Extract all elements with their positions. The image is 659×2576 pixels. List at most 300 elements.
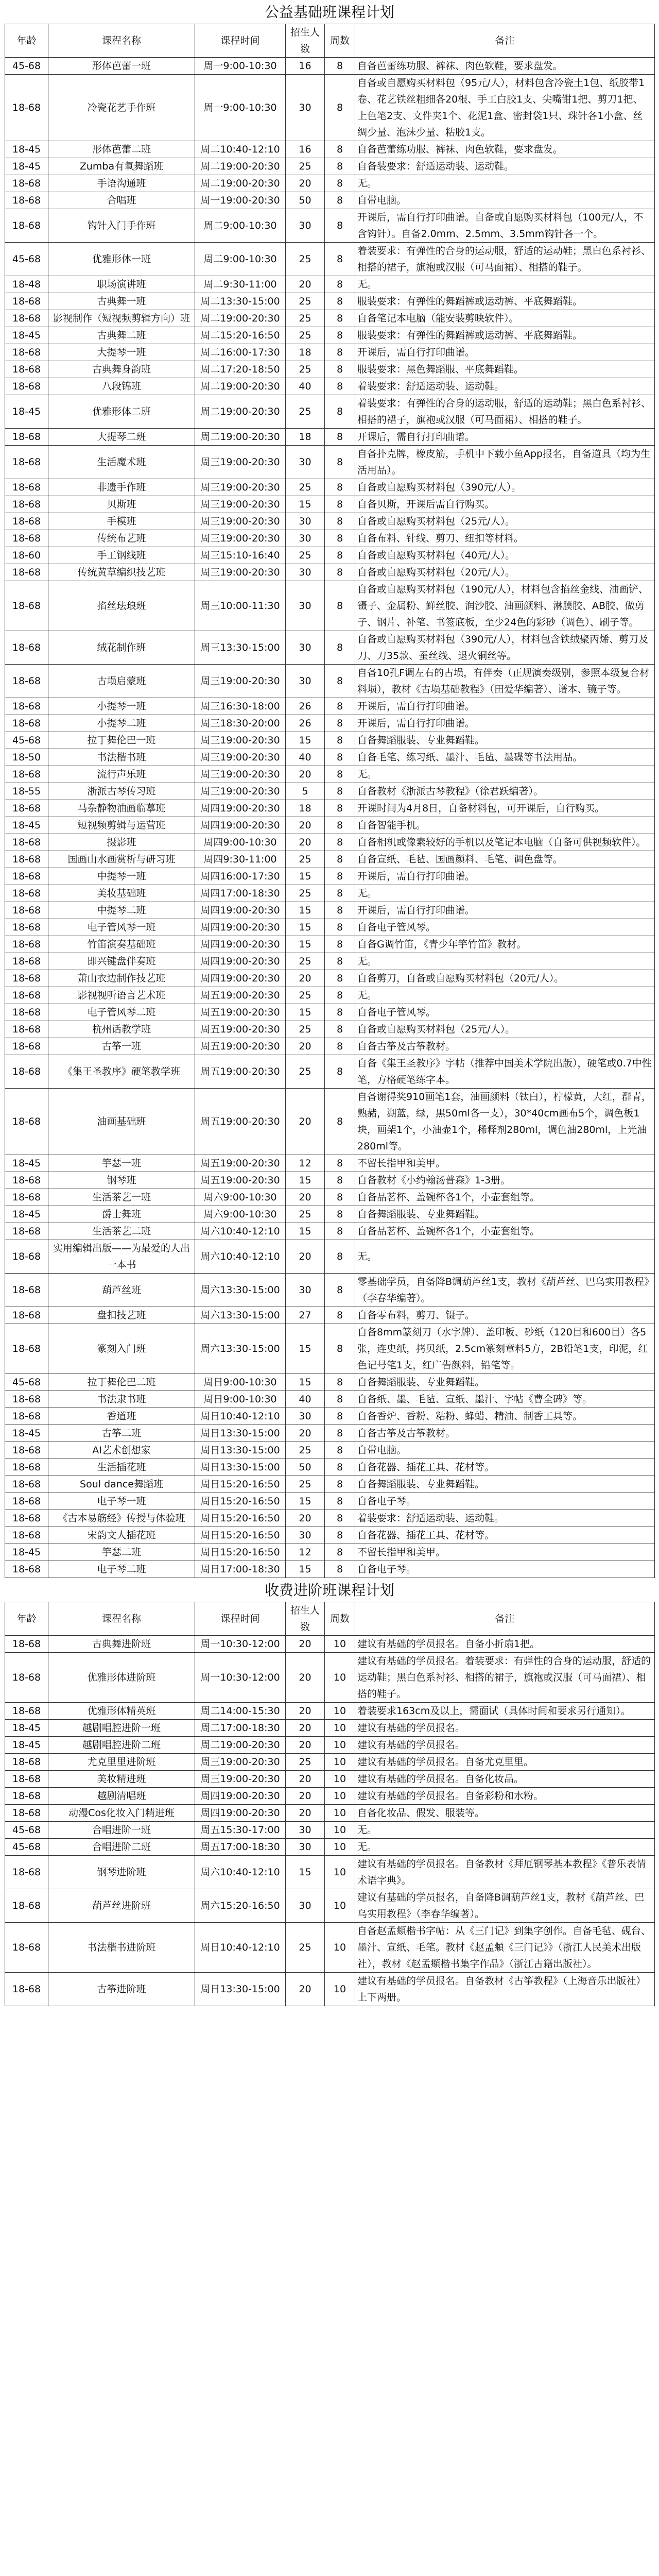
weeks-cell: 8	[325, 513, 355, 530]
age-cell: 18-68	[5, 970, 48, 987]
age-cell: 18-68	[5, 1805, 48, 1822]
course-name-cell: 中提琴一班	[48, 868, 195, 885]
weeks-cell: 8	[325, 1055, 355, 1089]
note-cell: 自备教材《小约翰汤普森》1-3册。	[355, 1172, 655, 1189]
weeks-cell: 8	[325, 919, 355, 936]
age-cell: 18-68	[5, 953, 48, 970]
note-cell: 无。	[355, 276, 655, 293]
table-row	[5, 1561, 655, 1578]
time-cell: 周二9:00-10:30	[195, 243, 286, 276]
course-name-cell: 小提琴二班	[48, 715, 195, 732]
course-name-cell: 钢琴班	[48, 1172, 195, 1189]
note-cell: 自备舞蹈服装、专业舞蹈鞋。	[355, 1206, 655, 1223]
table-row	[5, 75, 655, 141]
enrollment-cell: 15	[286, 1561, 325, 1578]
course-name-cell: 掐丝珐琅班	[48, 581, 195, 631]
table-row	[5, 885, 655, 902]
table-row	[5, 1324, 655, 1374]
table-row	[5, 1055, 655, 1089]
course-name-cell: 古典舞进阶班	[48, 1636, 195, 1653]
weeks-cell: 8	[325, 58, 355, 75]
weeks-cell: 8	[325, 987, 355, 1004]
enrollment-cell: 25	[286, 1442, 325, 1459]
time-cell: 周四19:00-20:30	[195, 919, 286, 936]
age-cell: 18-68	[5, 1172, 48, 1189]
table-row	[5, 327, 655, 344]
course-name-cell: 生活茶艺一班	[48, 1189, 195, 1206]
time-cell: 周三19:00-20:30	[195, 749, 286, 766]
table-row	[5, 192, 655, 209]
enrollment-cell: 25	[286, 953, 325, 970]
weeks-cell: 10	[325, 1788, 355, 1805]
enrollment-cell: 30	[286, 1822, 325, 1839]
weeks-cell: 10	[325, 1889, 355, 1923]
enrollment-cell: 20	[286, 1805, 325, 1822]
time-cell: 周日15:20-16:50	[195, 1527, 286, 1544]
note-cell: 自备或自愿购买材料包（190元/人），材料包含掐丝金线、油画铲、镊子、金属粉、鲜丝胶、润沙胶、油画颜料、淋膜胶、AB胶、做剪子、钢片、补笔、书签底板，至少24色的彩砂（调色）、刷子等。	[355, 581, 655, 631]
note-cell: 无。	[355, 953, 655, 970]
time-cell: 周三15:10-16:40	[195, 547, 286, 564]
weeks-cell: 8	[325, 1004, 355, 1021]
course-name-cell: 拉丁舞伦巴一班	[48, 732, 195, 749]
weeks-cell: 8	[325, 1442, 355, 1459]
age-cell: 18-45	[5, 1206, 48, 1223]
note-cell: 着装要求：舒适运动装、运动鞋。	[355, 378, 655, 395]
note-cell: 自备花器、插花工具、花材等。	[355, 1527, 655, 1544]
age-cell: 18-68	[5, 581, 48, 631]
table-row	[5, 834, 655, 851]
table-row	[5, 1408, 655, 1425]
course-name-cell: 葫芦丝班	[48, 1274, 195, 1307]
time-cell: 周三10:00-11:30	[195, 581, 286, 631]
table-row	[5, 1038, 655, 1055]
table-row	[5, 1493, 655, 1510]
table-row	[5, 530, 655, 547]
free-course-table	[5, 24, 655, 1578]
note-cell: 自备赵孟頫楷书字帖：从《三门记》到集字创作。自备毛毡、砚台、墨汁、宣纸、毛笔。教材《赵孟頫《三门记》》（浙江人民美术出版社），教材《赵孟頫楷书集字作品》（浙江古籍出版社）。	[355, 1923, 655, 1973]
enrollment-cell: 15	[286, 1324, 325, 1374]
course-name-cell: 形体芭蕾一班	[48, 58, 195, 75]
enrollment-cell: 30	[286, 1839, 325, 1856]
note-cell: 无。	[355, 1240, 655, 1274]
weeks-cell: 10	[325, 1856, 355, 1889]
enrollment-cell: 20	[286, 1510, 325, 1527]
age-cell: 18-45	[5, 327, 48, 344]
age-cell: 18-68	[5, 1274, 48, 1307]
age-cell: 18-68	[5, 851, 48, 868]
table-row	[5, 868, 655, 885]
time-cell: 周二19:00-20:30	[195, 158, 286, 175]
time-cell: 周二14:00-15:30	[195, 1703, 286, 1720]
age-cell: 18-68	[5, 209, 48, 243]
table-row	[5, 1754, 655, 1771]
table-row	[5, 1636, 655, 1653]
age-cell: 18-68	[5, 378, 48, 395]
table-row	[5, 1189, 655, 1206]
weeks-cell: 8	[325, 344, 355, 361]
column-header: 招生人数	[286, 24, 325, 58]
enrollment-cell: 20	[286, 1771, 325, 1788]
weeks-cell: 8	[325, 783, 355, 800]
age-cell: 18-68	[5, 1788, 48, 1805]
course-name-cell: 大提琴二班	[48, 429, 195, 446]
course-name-cell: 电子琴一班	[48, 1493, 195, 1510]
course-name-cell: Soul dance舞蹈班	[48, 1476, 195, 1493]
course-name-cell: AI艺术创想家	[48, 1442, 195, 1459]
age-cell: 18-68	[5, 1476, 48, 1493]
age-cell: 18-68	[5, 1510, 48, 1527]
note-cell: 建议有基础的学员报名。自备教材《古筝教程》（上海音乐出版社）上下两册。	[355, 1973, 655, 2006]
time-cell: 周三19:00-20:30	[195, 479, 286, 496]
time-cell: 周五19:00-20:30	[195, 987, 286, 1004]
note-cell: 自备布料、针线、剪刀、纽扣等材料。	[355, 530, 655, 547]
enrollment-cell: 20	[286, 1240, 325, 1274]
weeks-cell: 8	[325, 1172, 355, 1189]
course-name-cell: 书法楷书班	[48, 749, 195, 766]
age-cell: 18-68	[5, 1240, 48, 1274]
enrollment-cell: 15	[286, 1004, 325, 1021]
age-cell: 18-68	[5, 192, 48, 209]
enrollment-cell: 15	[286, 902, 325, 919]
note-cell: 自带电脑。	[355, 1442, 655, 1459]
note-cell: 自备宣纸、毛毡、国画颜料、毛笔、调色盘等。	[355, 851, 655, 868]
enrollment-cell: 15	[286, 868, 325, 885]
note-cell: 建议有基础的学员报名。自备尤克里里。	[355, 1754, 655, 1771]
note-cell: 自备或自愿购买材料包（95元/人），材料包含冷瓷土1包、纸胶带1卷、花艺铁丝粗细各20根、手工白胶1支、尖嘴钳1把、剪刀1把、上色笔2支、文件夹1个、花泥1盒、密封袋1只、珠针各1小盒、丝绸少量、泡沫少量、粘胶1支。	[355, 75, 655, 141]
enrollment-cell: 20	[286, 1703, 325, 1720]
column-header: 课程名称	[48, 24, 195, 58]
table-row	[5, 953, 655, 970]
column-header: 课程时间	[195, 24, 286, 58]
note-cell: 自备电子管风琴。	[355, 1004, 655, 1021]
course-name-cell: Zumba有氧舞蹈班	[48, 158, 195, 175]
time-cell: 周五15:30-17:00	[195, 1822, 286, 1839]
age-cell: 18-68	[5, 1653, 48, 1703]
time-cell: 周一10:30-12:00	[195, 1636, 286, 1653]
age-cell: 18-68	[5, 1754, 48, 1771]
note-cell: 自备毛笔、练习纸、墨汁、毛毡、墨碟等书法用品。	[355, 749, 655, 766]
course-name-cell: 美妆基础班	[48, 885, 195, 902]
enrollment-cell: 30	[286, 530, 325, 547]
note-cell: 着装要求：舒适运动装、运动鞋。	[355, 1510, 655, 1527]
note-cell: 无。	[355, 766, 655, 783]
time-cell: 周三19:00-20:30	[195, 496, 286, 513]
time-cell: 周五19:00-20:30	[195, 1055, 286, 1089]
table-row	[5, 1527, 655, 1544]
age-cell: 18-68	[5, 310, 48, 327]
age-cell: 45-68	[5, 732, 48, 749]
age-cell: 18-45	[5, 158, 48, 175]
weeks-cell: 8	[325, 970, 355, 987]
column-header: 年龄	[5, 24, 48, 58]
note-cell: 零基础学员，自备降B调葫芦丝1支，教材《葫芦丝、巴乌实用教程》（李春华编著）。	[355, 1274, 655, 1307]
course-name-cell: 国画山水画赏析与研习班	[48, 851, 195, 868]
column-header: 备注	[355, 1602, 655, 1636]
weeks-cell: 8	[325, 1510, 355, 1527]
course-name-cell: 摄影班	[48, 834, 195, 851]
enrollment-cell: 25	[286, 1923, 325, 1973]
course-name-cell: 八段锦班	[48, 378, 195, 395]
age-cell: 18-68	[5, 1856, 48, 1889]
column-header: 年龄	[5, 1602, 48, 1636]
time-cell: 周二9:00-10:30	[195, 209, 286, 243]
time-cell: 周四9:00-10:30	[195, 834, 286, 851]
weeks-cell: 8	[325, 1459, 355, 1476]
time-cell: 周日13:30-15:00	[195, 1425, 286, 1442]
weeks-cell: 8	[325, 192, 355, 209]
age-cell: 18-68	[5, 1223, 48, 1240]
age-cell: 18-68	[5, 1055, 48, 1089]
time-cell: 周一9:00-10:30	[195, 58, 286, 75]
table-row	[5, 141, 655, 158]
table-row	[5, 631, 655, 665]
weeks-cell: 8	[325, 564, 355, 581]
time-cell: 周六9:00-10:30	[195, 1206, 286, 1223]
weeks-cell: 8	[325, 158, 355, 175]
course-name-cell: 流行声乐班	[48, 766, 195, 783]
weeks-cell: 8	[325, 446, 355, 479]
weeks-cell: 10	[325, 1720, 355, 1737]
time-cell: 周三19:00-20:30	[195, 564, 286, 581]
table-row	[5, 310, 655, 327]
weeks-cell: 8	[325, 75, 355, 141]
age-cell: 18-68	[5, 293, 48, 310]
table-row	[5, 665, 655, 698]
course-name-cell: 越剧清唱班	[48, 1788, 195, 1805]
table-row	[5, 1889, 655, 1923]
table-row	[5, 564, 655, 581]
age-cell: 18-68	[5, 1973, 48, 2006]
weeks-cell: 8	[325, 1561, 355, 1578]
weeks-cell: 8	[325, 1374, 355, 1391]
weeks-cell: 8	[325, 1021, 355, 1038]
table-row	[5, 970, 655, 987]
table-row	[5, 1544, 655, 1561]
table-row	[5, 936, 655, 953]
note-cell: 自备零布料，剪刀、镊子。	[355, 1307, 655, 1324]
note-cell: 建议有基础的学员报名。着装要求：有弹性的合身的运动服，舒适的运动鞋；黑白色系衬衫、相搭的裙子，旗袍或汉服（可马面裙）、相搭的鞋子。	[355, 1653, 655, 1703]
note-cell: 建议有基础的学员报名。自备化妆品。	[355, 1771, 655, 1788]
weeks-cell: 10	[325, 1805, 355, 1822]
paid-course-title: 收费进阶班课程计划	[264, 1582, 394, 1599]
time-cell: 周二19:00-20:30	[195, 175, 286, 192]
enrollment-cell: 40	[286, 749, 325, 766]
table-header-row	[5, 1602, 655, 1636]
note-cell: 建议有基础的学员报名。自备小折扇1把。	[355, 1636, 655, 1653]
course-name-cell: 影视视听语言艺术班	[48, 987, 195, 1004]
age-cell: 18-68	[5, 834, 48, 851]
note-cell: 自备装要求：舒适运动装、运动鞋。	[355, 158, 655, 175]
enrollment-cell: 40	[286, 378, 325, 395]
table-row	[5, 1307, 655, 1324]
table-row	[5, 817, 655, 834]
enrollment-cell: 20	[286, 1189, 325, 1206]
table-row	[5, 1720, 655, 1737]
weeks-cell: 8	[325, 209, 355, 243]
age-cell: 18-68	[5, 1442, 48, 1459]
time-cell: 周四19:00-20:30	[195, 953, 286, 970]
weeks-cell: 10	[325, 1703, 355, 1720]
enrollment-cell: 50	[286, 1459, 325, 1476]
enrollment-cell: 30	[286, 1527, 325, 1544]
enrollment-cell: 12	[286, 1544, 325, 1561]
enrollment-cell: 26	[286, 698, 325, 715]
course-name-cell: 形体芭蕾二班	[48, 141, 195, 158]
enrollment-cell: 15	[286, 919, 325, 936]
enrollment-cell: 25	[286, 1754, 325, 1771]
enrollment-cell: 20	[286, 1038, 325, 1055]
weeks-cell: 8	[325, 395, 355, 429]
table-header-row	[5, 24, 655, 58]
time-cell: 周日9:00-10:30	[195, 1391, 286, 1408]
weeks-cell: 8	[325, 1408, 355, 1425]
time-cell: 周一19:00-20:30	[195, 192, 286, 209]
enrollment-cell: 20	[286, 1973, 325, 2006]
course-name-cell: 优雅形体一班	[48, 243, 195, 276]
column-header: 备注	[355, 24, 655, 58]
course-name-cell: 浙派古琴传习班	[48, 783, 195, 800]
note-cell: 开课后，需自行打印曲谱。自备或自愿购买材料包（100元/人，不含钩针）。自备2.0mm、2.5mm、3.5mm钩针各一个。	[355, 209, 655, 243]
course-name-cell: 优雅形体进阶班	[48, 1653, 195, 1703]
weeks-cell: 10	[325, 1737, 355, 1754]
table-row	[5, 766, 655, 783]
course-name-cell: 钢琴进阶班	[48, 1856, 195, 1889]
table-row	[5, 1004, 655, 1021]
age-cell: 18-68	[5, 344, 48, 361]
table-row	[5, 1274, 655, 1307]
time-cell: 周四19:00-20:30	[195, 936, 286, 953]
course-name-cell: 书法楷书进阶班	[48, 1923, 195, 1973]
note-cell: 着装要求：有弹性的合身的运动服，舒适的运动鞋；黑白色系衬衫、相搭的裙子，旗袍或汉服（可马面裙）、相搭的鞋子。	[355, 395, 655, 429]
table-row	[5, 581, 655, 631]
enrollment-cell: 30	[286, 581, 325, 631]
weeks-cell: 8	[325, 1155, 355, 1172]
enrollment-cell: 25	[286, 851, 325, 868]
weeks-cell: 8	[325, 276, 355, 293]
course-name-cell: 动漫Cos化妆入门精进班	[48, 1805, 195, 1822]
course-name-cell: 古埙启蒙班	[48, 665, 195, 698]
course-name-cell: 古筝二班	[48, 1425, 195, 1442]
table-row	[5, 1155, 655, 1172]
note-cell: 无。	[355, 885, 655, 902]
age-cell: 18-68	[5, 429, 48, 446]
note-cell: 无。	[355, 175, 655, 192]
course-name-cell: 爵士舞班	[48, 1206, 195, 1223]
table-row	[5, 1206, 655, 1223]
course-name-cell: 拉丁舞伦巴二班	[48, 1374, 195, 1391]
table-row	[5, 1021, 655, 1038]
table-row	[5, 1223, 655, 1240]
time-cell: 周六13:30-15:00	[195, 1307, 286, 1324]
time-cell: 周三16:30-18:00	[195, 698, 286, 715]
note-cell: 自备或自愿购买材料包（40元/人）。	[355, 547, 655, 564]
time-cell: 周三19:00-20:30	[195, 766, 286, 783]
table-row	[5, 1510, 655, 1527]
age-cell: 18-68	[5, 479, 48, 496]
course-name-cell: 宋韵文人插花班	[48, 1527, 195, 1544]
time-cell: 周五19:00-20:30	[195, 1172, 286, 1189]
weeks-cell: 8	[325, 800, 355, 817]
column-header: 周数	[325, 1602, 355, 1636]
note-cell: 建议有基础的学员报名。	[355, 1720, 655, 1737]
table-row	[5, 361, 655, 378]
note-cell: 不留长指甲和美甲。	[355, 1544, 655, 1561]
weeks-cell: 10	[325, 1771, 355, 1788]
enrollment-cell: 30	[286, 631, 325, 665]
enrollment-cell: 30	[286, 446, 325, 479]
age-cell: 18-68	[5, 766, 48, 783]
time-cell: 周日13:30-15:00	[195, 1442, 286, 1459]
age-cell: 18-68	[5, 1493, 48, 1510]
table-row	[5, 732, 655, 749]
weeks-cell: 8	[325, 293, 355, 310]
enrollment-cell: 25	[286, 243, 325, 276]
table-row	[5, 479, 655, 496]
table-row	[5, 902, 655, 919]
note-cell: 自带电脑。	[355, 192, 655, 209]
course-name-cell: 合唱班	[48, 192, 195, 209]
table-row	[5, 1822, 655, 1839]
weeks-cell: 8	[325, 1527, 355, 1544]
age-cell: 18-45	[5, 1544, 48, 1561]
course-name-cell: 竽瑟一班	[48, 1155, 195, 1172]
age-cell: 18-68	[5, 631, 48, 665]
time-cell: 周六10:40-12:10	[195, 1240, 286, 1274]
weeks-cell: 8	[325, 1391, 355, 1408]
note-cell: 自备古筝及古筝教材。	[355, 1038, 655, 1055]
age-cell: 18-45	[5, 141, 48, 158]
time-cell: 周三19:00-20:30	[195, 732, 286, 749]
time-cell: 周五19:00-20:30	[195, 1155, 286, 1172]
time-cell: 周二17:20-18:50	[195, 361, 286, 378]
enrollment-cell: 20	[286, 817, 325, 834]
course-name-cell: 优雅形体精英班	[48, 1703, 195, 1720]
table-row	[5, 1391, 655, 1408]
time-cell: 周四9:30-11:00	[195, 851, 286, 868]
age-cell: 18-68	[5, 902, 48, 919]
course-name-cell: 香道班	[48, 1408, 195, 1425]
time-cell: 周四19:00-20:30	[195, 1805, 286, 1822]
enrollment-cell: 20	[286, 1720, 325, 1737]
enrollment-cell: 15	[286, 936, 325, 953]
note-cell: 建议有基础的学员报名。	[355, 1737, 655, 1754]
table-row	[5, 1442, 655, 1459]
note-cell: 开课后，需自行打印曲谱。	[355, 868, 655, 885]
age-cell: 18-45	[5, 1720, 48, 1737]
time-cell: 周二19:00-20:30	[195, 1737, 286, 1754]
enrollment-cell: 30	[286, 1889, 325, 1923]
enrollment-cell: 15	[286, 1856, 325, 1889]
course-name-cell: 油画基础班	[48, 1089, 195, 1155]
note-cell: 自备化妆品、假发、服装等。	[355, 1805, 655, 1822]
course-name-cell: 短视频剪辑与运营班	[48, 817, 195, 834]
note-cell: 开课后，需自行打印曲谱。	[355, 715, 655, 732]
course-name-cell: 电子管风琴二班	[48, 1004, 195, 1021]
time-cell: 周六10:40-12:10	[195, 1223, 286, 1240]
weeks-cell: 8	[325, 851, 355, 868]
enrollment-cell: 15	[286, 496, 325, 513]
age-cell: 18-60	[5, 547, 48, 564]
course-name-cell: 竹笛演奏基础班	[48, 936, 195, 953]
enrollment-cell: 20	[286, 1737, 325, 1754]
paid-course-table	[5, 1602, 655, 2006]
note-cell: 自备扑克牌，橡皮筋，手机中下载小鱼App报名，自备道具（均为生活用品）。	[355, 446, 655, 479]
weeks-cell: 8	[325, 1038, 355, 1055]
enrollment-cell: 18	[286, 800, 325, 817]
weeks-cell: 8	[325, 902, 355, 919]
age-cell: 45-68	[5, 58, 48, 75]
table-row	[5, 1653, 655, 1703]
